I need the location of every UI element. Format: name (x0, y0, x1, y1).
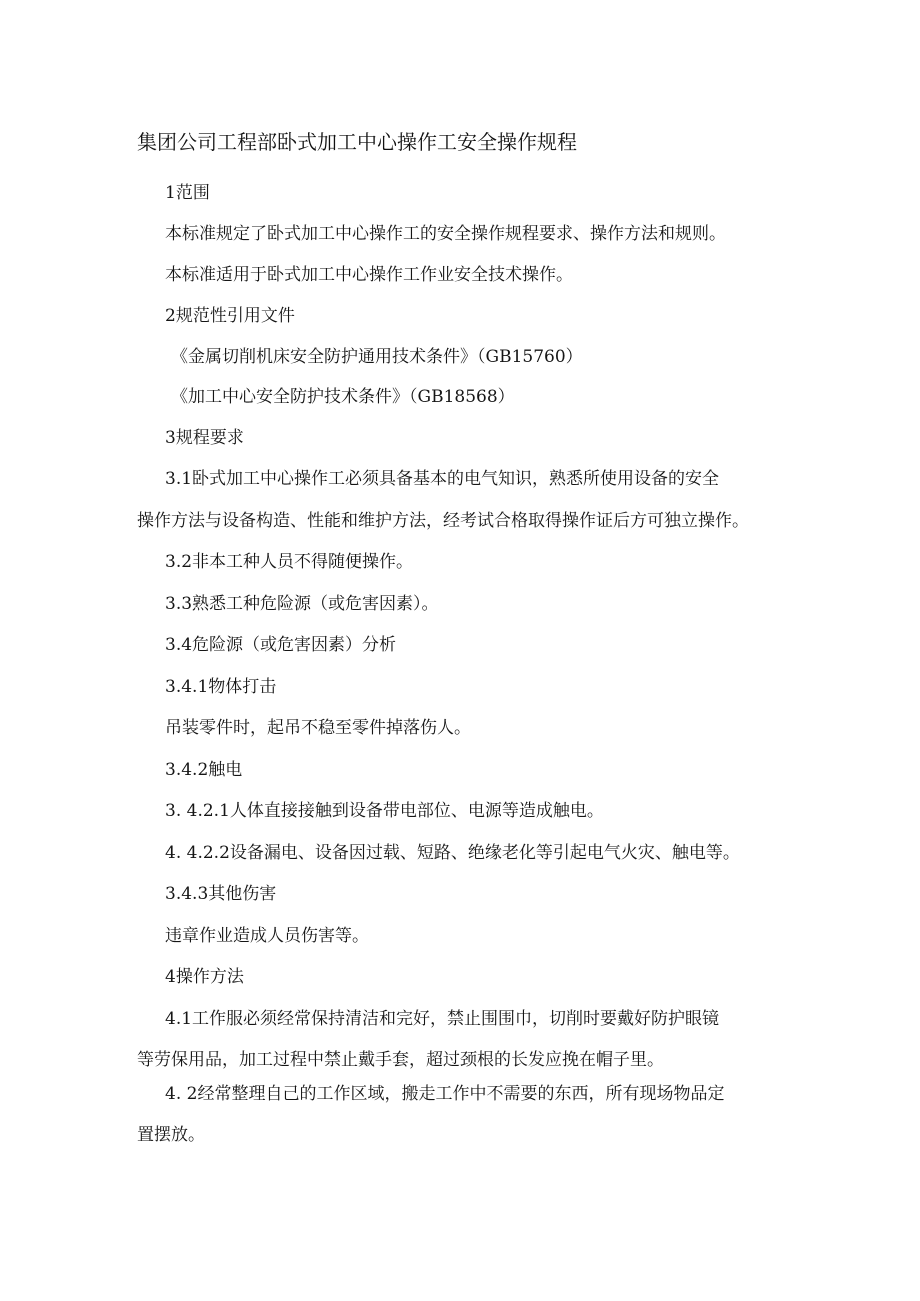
document-title: 集团公司工程部卧式加工中心操作工安全操作规程 (137, 130, 577, 154)
paragraph-line: 4. 2经常整理自己的工作区域，搬走工作中不需要的东西，所有现场物品定 (165, 1084, 725, 1104)
paragraph-line: 违章作业造成人员伤害等。 (165, 926, 369, 946)
section-heading-requirements: 3规程要求 (165, 428, 244, 448)
reference-item: 《金属切削机床安全防护通用技术条件》（GB15760） (171, 347, 583, 367)
subsection-heading: 3.4.3其他伤害 (165, 884, 277, 904)
paragraph-line: 3.3熟悉工种危险源（或危害因素）。 (165, 594, 439, 614)
paragraph-line: 本标准适用于卧式加工中心操作工作业安全技术操作。 (165, 265, 573, 285)
subsection-heading: 3.4.1物体打击 (165, 677, 277, 697)
paragraph-line: 本标准规定了卧式加工中心操作工的安全操作规程要求、操作方法和规则。 (165, 224, 726, 244)
paragraph-line: 4.1工作服必须经常保持清洁和完好，禁止围围巾，切削时要戴好防护眼镜 (165, 1009, 720, 1029)
reference-item: 《加工中心安全防护技术条件》（GB18568） (171, 387, 515, 407)
section-heading-references: 2规范性引用文件 (165, 306, 295, 326)
paragraph-line: 3. 4.2.1人体直接接触到设备带电部位、电源等造成触电。 (165, 801, 604, 821)
section-heading-scope: 1范围 (165, 183, 210, 203)
subsection-heading: 3.4.2触电 (165, 760, 243, 780)
paragraph-line: 3.1卧式加工中心操作工必须具备基本的电气知识，熟悉所使用设备的安全 (165, 469, 720, 489)
section-heading-operation: 4操作方法 (165, 967, 244, 987)
paragraph-line: 操作方法与设备构造、性能和维护方法，经考试合格取得操作证后方可独立操作。 (137, 511, 749, 531)
paragraph-line: 4. 4.2.2设备漏电、设备因过载、短路、绝缘老化等引起电气火灾、触电等。 (165, 843, 740, 863)
paragraph-line: 吊装零件时，起吊不稳至零件掉落伤人。 (165, 718, 471, 738)
paragraph-line: 置摆放。 (137, 1125, 205, 1145)
paragraph-line: 等劳保用品，加工过程中禁止戴手套，超过颈根的长发应挽在帽子里。 (137, 1050, 664, 1070)
subsection-heading: 3.4危险源（或危害因素）分析 (165, 635, 397, 655)
paragraph-line: 3.2非本工种人员不得随便操作。 (165, 552, 414, 572)
